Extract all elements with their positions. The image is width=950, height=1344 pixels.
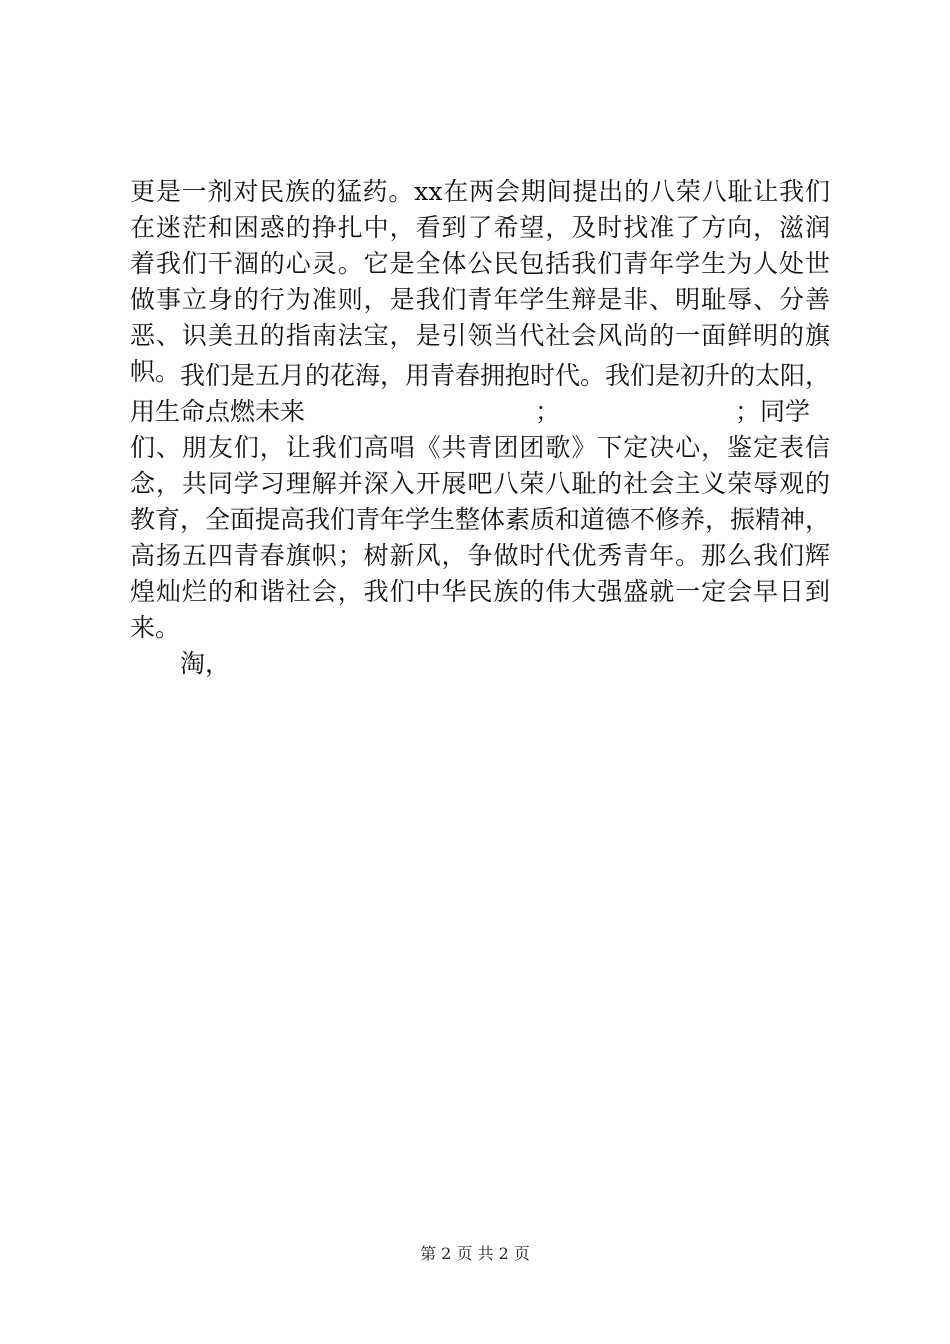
paragraph-line: 高扬五四青春旗帜；树新风，争做时代优秀青年。那么我们辉 (130, 541, 830, 570)
paragraph-line: 来。 (130, 613, 181, 642)
paragraph-line: 做事立身的行为准则，是我们青年学生辩是非、明耻辱、分善 (130, 285, 830, 314)
text-segment: ； (535, 397, 561, 426)
paragraph-line: 在迷茫和困惑的挣扎中，看到了希望，及时找准了方向，滋润 (130, 213, 830, 242)
paragraph-line: 教育，全面提高我们青年学生整体素质和道德不修养，振精神， (130, 505, 831, 534)
paragraph-line: 们、朋友们，让我们高唱《共青团团歌》下定决心，鉴定表信 (130, 433, 830, 462)
paragraph-line: 淘， (180, 649, 231, 678)
paragraph-line: 更是一剂对民族的猛药。xx在两会期间提出的八荣八耻让我们 (130, 177, 830, 206)
paragraph-line: 念，共同学习理解并深入开展吧八荣八耻的社会主义荣辱观的 (130, 469, 830, 498)
paragraph-line: 帜。 (130, 357, 181, 386)
paragraph-line: 恶、识美丑的指南法宝，是引领当代社会风尚的一面鲜明的旗 (130, 321, 830, 350)
page-number: 第 2 页 共 2 页 (420, 1244, 530, 1263)
paragraph-line: 我们是五月的花海，用青春拥抱时代。我们是初升的太阳， (180, 361, 831, 390)
paragraph-line: 着我们干涸的心灵。它是全体公民包括我们青年学生为人处世 (130, 249, 830, 278)
paragraph-line-with-blanks (130, 397, 830, 427)
text-segment: 用生命点燃未来 (130, 397, 306, 426)
page-footer (0, 1244, 950, 1264)
text-segment: ；同学 (735, 397, 811, 426)
paragraph-line: 煌灿烂的和谐社会，我们中华民族的伟大强盛就一定会早日到 (130, 577, 830, 606)
